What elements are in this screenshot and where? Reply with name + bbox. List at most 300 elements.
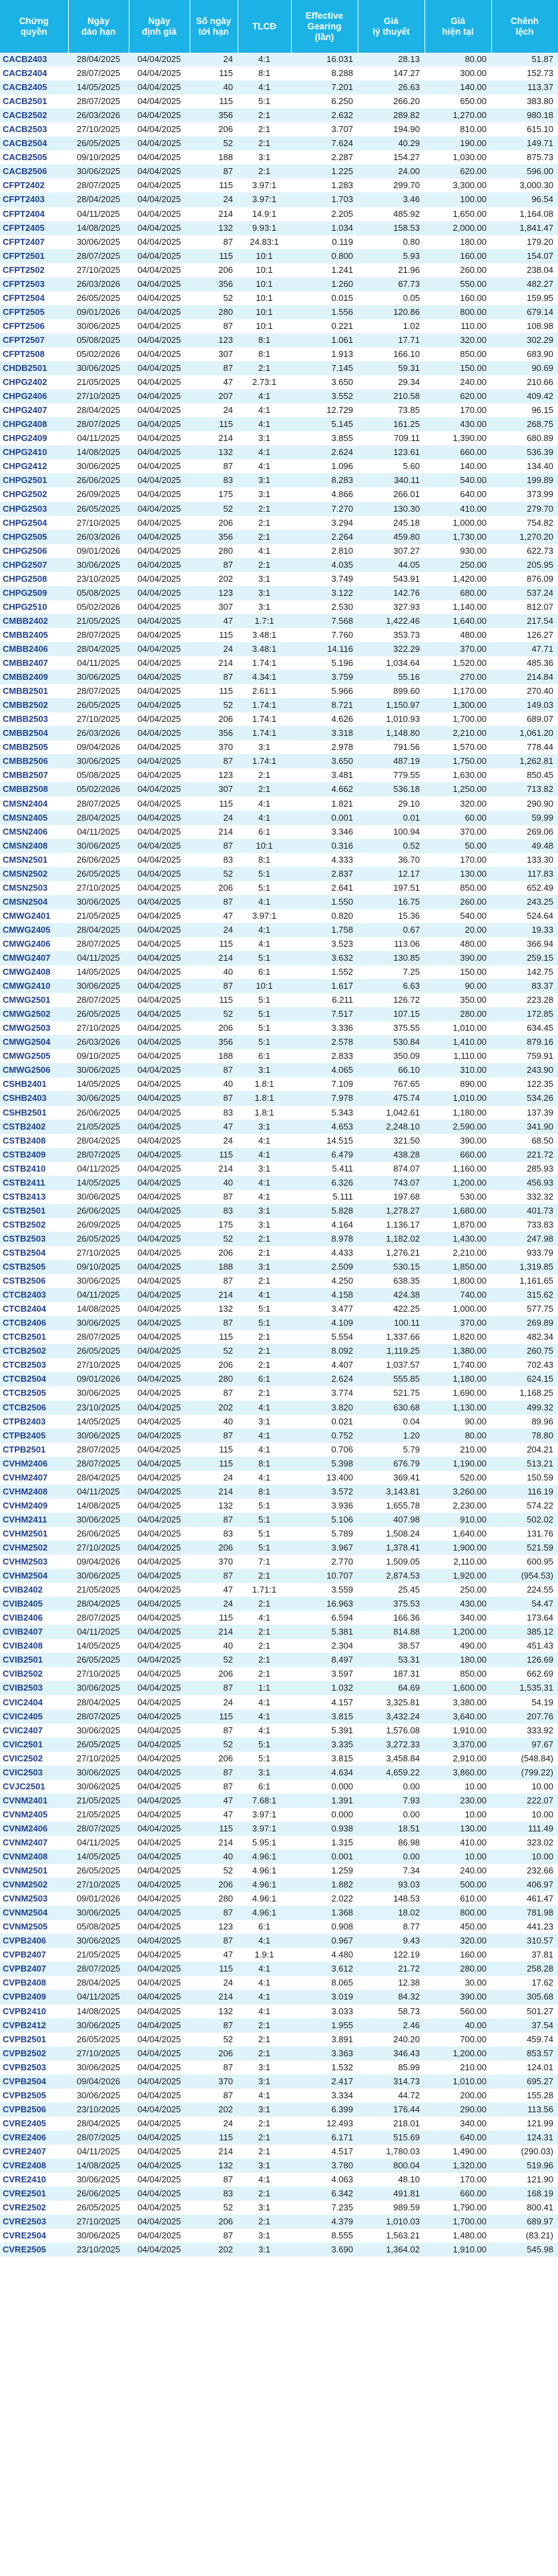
cell-conversion-ratio: 5:1 [238,1021,291,1035]
cell-maturity-date: 14/05/2025 [68,1176,129,1190]
cell-current-price: 170.00 [425,404,491,418]
cell-current-price: 10.00 [425,1807,491,1821]
cell-maturity-date: 04/11/2025 [68,1835,129,1849]
cell-current-price: 1,010.00 [425,1092,491,1106]
table-row [0,1232,558,1246]
cell-conversion-ratio: 4:1 [238,2173,291,2187]
cell-current-price: 3,380.00 [425,1695,491,1709]
table-row [0,2102,558,2116]
table-row [0,1527,558,1541]
cell-days-to-maturity: 87 [190,839,238,853]
table-row [0,516,558,530]
cell-effective-gearing: 1.225 [291,165,358,179]
cell-current-price: 530.00 [425,1190,491,1204]
cell-conversion-ratio: 14.9:1 [238,207,291,221]
cell-maturity-date: 23/10/2025 [68,2243,129,2257]
cell-conversion-ratio: 2:1 [238,530,291,544]
cell-days-to-maturity: 87 [190,1906,238,1920]
cell-days-to-maturity: 132 [190,446,238,460]
cell-maturity-date: 21/05/2025 [68,1807,129,1821]
cell-warrant-code: CMSN2408 [0,839,68,853]
cell-valuation-date: 04/04/2025 [129,1583,190,1597]
cell-valuation-date: 04/04/2025 [129,1078,190,1092]
cell-difference: 124.31 [491,2130,558,2144]
cell-current-price: 160.00 [425,291,491,305]
cell-maturity-date: 14/05/2025 [68,965,129,979]
cell-maturity-date: 30/06/2025 [68,362,129,376]
cell-maturity-date: 28/07/2025 [68,1148,129,1162]
cell-maturity-date: 26/06/2025 [68,474,129,488]
cell-theoretical-price: 874.07 [358,1162,425,1176]
cell-days-to-maturity: 47 [190,376,238,390]
cell-maturity-date: 26/09/2025 [68,1218,129,1232]
cell-valuation-date: 04/04/2025 [129,811,190,825]
cell-current-price: 1,640.00 [425,614,491,628]
cell-effective-gearing: 1.913 [291,347,358,361]
cell-current-price: 1,200.00 [425,1176,491,1190]
cell-difference: 96.15 [491,404,558,418]
cell-theoretical-price: 5.93 [358,249,425,263]
cell-maturity-date: 28/04/2025 [68,811,129,825]
cell-days-to-maturity: 52 [190,1007,238,1021]
cell-theoretical-price: 475.74 [358,1092,425,1106]
table-row [0,1850,558,1864]
cell-maturity-date: 05/02/2026 [68,347,129,361]
cell-conversion-ratio: 4:1 [238,1695,291,1709]
cell-effective-gearing: 0.000 [291,1779,358,1793]
cell-maturity-date: 27/10/2025 [68,713,129,727]
cell-days-to-maturity: 214 [190,657,238,671]
cell-conversion-ratio: 5:1 [238,1316,291,1330]
cell-days-to-maturity: 24 [190,923,238,937]
cell-maturity-date: 05/08/2025 [68,1920,129,1934]
cell-effective-gearing: 3.552 [291,390,358,404]
cell-warrant-code: CTCB2506 [0,1400,68,1414]
cell-valuation-date: 04/04/2025 [129,53,190,67]
cell-theoretical-price: 1,508.24 [358,1527,425,1541]
cell-days-to-maturity: 214 [190,1835,238,1849]
cell-difference: 113.56 [491,2102,558,2116]
cell-days-to-maturity: 206 [190,516,238,530]
cell-effective-gearing: 1.552 [291,965,358,979]
cell-warrant-code: CVPB2408 [0,1976,68,1990]
table-row [0,1625,558,1639]
cell-theoretical-price: 122.19 [358,1948,425,1962]
cell-maturity-date: 26/03/2026 [68,277,129,291]
cell-valuation-date: 04/04/2025 [129,1569,190,1583]
cell-theoretical-price: 407.98 [358,1513,425,1527]
table-row [0,1078,558,1092]
cell-effective-gearing: 6.479 [291,1148,358,1162]
cell-difference: 260.75 [491,1344,558,1358]
cell-days-to-maturity: 356 [190,727,238,741]
cell-effective-gearing: 0.800 [291,249,358,263]
cell-valuation-date: 04/04/2025 [129,1653,190,1667]
cell-days-to-maturity: 115 [190,2130,238,2144]
cell-conversion-ratio: 4:1 [238,460,291,474]
table-row [0,586,558,600]
cell-effective-gearing: 2.641 [291,881,358,895]
cell-difference: 441.23 [491,1920,558,1934]
cell-conversion-ratio: 5:1 [238,1498,291,1513]
cell-difference: 634.45 [491,1021,558,1035]
cell-theoretical-price: 0.00 [358,1807,425,1821]
cell-difference: 385.12 [491,1625,558,1639]
cell-days-to-maturity: 47 [190,614,238,628]
cell-current-price: 1,180.00 [425,1372,491,1386]
cell-valuation-date: 04/04/2025 [129,1484,190,1498]
cell-warrant-code: CVNM2502 [0,1878,68,1892]
cell-valuation-date: 04/04/2025 [129,671,190,685]
cell-warrant-code: CMSN2502 [0,867,68,881]
cell-theoretical-price: 210.58 [358,390,425,404]
cell-current-price: 40.00 [425,2018,491,2032]
cell-days-to-maturity: 52 [190,291,238,305]
table-row [0,207,558,221]
cell-theoretical-price: 21.96 [358,263,425,277]
cell-days-to-maturity: 52 [190,1737,238,1751]
cell-valuation-date: 04/04/2025 [129,1639,190,1653]
cell-theoretical-price: 3,458.84 [358,1751,425,1765]
table-row [0,1513,558,1527]
cell-days-to-maturity: 123 [190,769,238,783]
cell-current-price: 1,520.00 [425,657,491,671]
cell-valuation-date: 04/04/2025 [129,951,190,965]
cell-maturity-date: 30/06/2025 [68,460,129,474]
cell-difference: 68.50 [491,1134,558,1148]
cell-valuation-date: 04/04/2025 [129,277,190,291]
table-row [0,1653,558,1667]
cell-theoretical-price: 1,010.03 [358,2215,425,2229]
cell-current-price: 1,170.00 [425,685,491,699]
table-row [0,1148,558,1162]
cell-conversion-ratio: 8:1 [238,1456,291,1470]
cell-conversion-ratio: 8:1 [238,1484,291,1498]
cell-conversion-ratio: 3:1 [238,586,291,600]
cell-valuation-date: 04/04/2025 [129,2074,190,2088]
cell-warrant-code: CVRE2407 [0,2144,68,2158]
cell-conversion-ratio: 10:1 [238,305,291,319]
cell-effective-gearing: 1.034 [291,221,358,235]
cell-warrant-code: CFPT2502 [0,263,68,277]
cell-conversion-ratio: 1.8:1 [238,1092,291,1106]
cell-days-to-maturity: 115 [190,249,238,263]
cell-conversion-ratio: 8:1 [238,333,291,347]
cell-days-to-maturity: 206 [190,1878,238,1892]
cell-maturity-date: 28/04/2025 [68,193,129,207]
cell-days-to-maturity: 202 [190,572,238,586]
cell-warrant-code: CMBB2409 [0,671,68,685]
header-warrant-code: Chứng quyền [0,0,68,53]
cell-difference: 401.73 [491,1204,558,1218]
cell-theoretical-price: 1.20 [358,1428,425,1442]
cell-warrant-code: CTCB2501 [0,1330,68,1344]
cell-maturity-date: 26/05/2025 [68,1344,129,1358]
table-row [0,2201,558,2215]
cell-theoretical-price: 1,119.25 [358,1344,425,1358]
cell-valuation-date: 04/04/2025 [129,347,190,361]
cell-theoretical-price: 375.53 [358,1597,425,1611]
cell-theoretical-price: 0.00 [358,1779,425,1793]
cell-conversion-ratio: 1.74:1 [238,657,291,671]
cell-theoretical-price: 26.63 [358,81,425,95]
cell-difference: 456.93 [491,1176,558,1190]
cell-maturity-date: 30/06/2025 [68,2018,129,2032]
cell-maturity-date: 09/04/2026 [68,741,129,755]
cell-effective-gearing: 2.530 [291,600,358,614]
cell-current-price: 110.00 [425,319,491,333]
cell-maturity-date: 30/06/2025 [68,2088,129,2102]
cell-valuation-date: 04/04/2025 [129,1597,190,1611]
cell-days-to-maturity: 47 [190,1948,238,1962]
cell-current-price: 1,920.00 [425,1569,491,1583]
table-row [0,2173,558,2187]
cell-maturity-date: 04/11/2025 [68,432,129,446]
table-row [0,1892,558,1906]
cell-effective-gearing: 13.400 [291,1470,358,1484]
cell-warrant-code: CTPB2501 [0,1442,68,1456]
cell-conversion-ratio: 4:1 [238,1400,291,1414]
cell-effective-gearing: 6.171 [291,2130,358,2144]
cell-maturity-date: 27/10/2025 [68,1358,129,1372]
table-row [0,137,558,151]
cell-difference: 622.73 [491,544,558,558]
cell-effective-gearing: 3.650 [291,376,358,390]
cell-maturity-date: 21/05/2025 [68,1793,129,1807]
cell-effective-gearing: 8.288 [291,67,358,81]
cell-warrant-code: CFPT2508 [0,347,68,361]
cell-warrant-code: CHPG2409 [0,432,68,446]
cell-current-price: 2,910.00 [425,1751,491,1765]
cell-difference: 459.74 [491,2032,558,2046]
cell-valuation-date: 04/04/2025 [129,123,190,137]
cell-difference: 315.62 [491,1288,558,1302]
cell-days-to-maturity: 47 [190,1583,238,1597]
table-row [0,235,558,249]
cell-maturity-date: 14/08/2025 [68,2159,129,2173]
cell-warrant-code: CHPG2505 [0,530,68,544]
cell-valuation-date: 04/04/2025 [129,1190,190,1204]
cell-current-price: 850.00 [425,881,491,895]
cell-valuation-date: 04/04/2025 [129,1527,190,1541]
cell-current-price: 810.00 [425,123,491,137]
cell-warrant-code: CMSN2406 [0,825,68,839]
table-row [0,1821,558,1835]
cell-days-to-maturity: 87 [190,2018,238,2032]
cell-effective-gearing: 5.196 [291,657,358,671]
cell-theoretical-price: 40.29 [358,137,425,151]
cell-current-price: 30.00 [425,1976,491,1990]
cell-warrant-code: CFPT2505 [0,305,68,319]
cell-maturity-date: 04/11/2025 [68,2144,129,2158]
table-row [0,979,558,993]
cell-days-to-maturity: 123 [190,333,238,347]
table-row [0,572,558,586]
cell-maturity-date: 30/06/2025 [68,895,129,909]
table-row [0,1779,558,1793]
cell-days-to-maturity: 87 [190,460,238,474]
cell-effective-gearing: 2.810 [291,544,358,558]
cell-current-price: 10.00 [425,1850,491,1864]
cell-current-price: 130.00 [425,1821,491,1835]
cell-theoretical-price: 158.53 [358,221,425,235]
cell-maturity-date: 09/04/2026 [68,2074,129,2088]
cell-theoretical-price: 1,576.08 [358,1723,425,1737]
cell-conversion-ratio: 1.71:1 [238,1583,291,1597]
cell-warrant-code: CHPG2406 [0,390,68,404]
cell-days-to-maturity: 214 [190,951,238,965]
cell-conversion-ratio: 4:1 [238,544,291,558]
cell-current-price: 1,640.00 [425,1527,491,1541]
cell-current-price: 1,480.00 [425,2229,491,2243]
cell-effective-gearing: 4.158 [291,1288,358,1302]
cell-days-to-maturity: 40 [190,1414,238,1428]
cell-current-price: 660.00 [425,446,491,460]
cell-conversion-ratio: 2.61:1 [238,685,291,699]
cell-conversion-ratio: 4:1 [238,1428,291,1442]
table-row [0,277,558,291]
cell-difference: 217.54 [491,614,558,628]
cell-theoretical-price: 176.44 [358,2102,425,2116]
table-row [0,1723,558,1737]
cell-warrant-code: CHPG2506 [0,544,68,558]
table-row [0,333,558,347]
cell-difference: 238.04 [491,263,558,277]
cell-days-to-maturity: 115 [190,95,238,109]
cell-theoretical-price: 0.04 [358,1414,425,1428]
cell-effective-gearing: 3.559 [291,1583,358,1597]
cell-current-price: 680.00 [425,586,491,600]
cell-theoretical-price: 543.91 [358,572,425,586]
cell-current-price: 560.00 [425,2004,491,2018]
cell-days-to-maturity: 87 [190,755,238,769]
cell-warrant-code: CSHB2403 [0,1092,68,1106]
cell-warrant-code: CMWG2405 [0,923,68,937]
table-row [0,1484,558,1498]
cell-difference: 482.27 [491,277,558,291]
table-row [0,909,558,923]
cell-current-price: 1,630.00 [425,769,491,783]
table-row [0,1049,558,1063]
table-row [0,1611,558,1625]
table-row [0,1302,558,1316]
cell-effective-gearing: 1.260 [291,277,358,291]
cell-valuation-date: 04/04/2025 [129,1807,190,1821]
cell-effective-gearing: 16.963 [291,1597,358,1611]
cell-current-price: 1,600.00 [425,1681,491,1695]
cell-difference: 116.19 [491,1484,558,1498]
cell-maturity-date: 05/08/2025 [68,769,129,783]
cell-days-to-maturity: 356 [190,277,238,291]
cell-valuation-date: 04/04/2025 [129,2130,190,2144]
table-row [0,376,558,390]
cell-current-price: 2,110.00 [425,1555,491,1569]
cell-warrant-code: CMBB2508 [0,783,68,797]
cell-difference: 204.21 [491,1442,558,1456]
cell-theoretical-price: 12.17 [358,867,425,881]
cell-current-price: 80.00 [425,53,491,67]
cell-valuation-date: 04/04/2025 [129,2060,190,2074]
table-row [0,1835,558,1849]
cell-conversion-ratio: 10:1 [238,277,291,291]
cell-days-to-maturity: 280 [190,1892,238,1906]
cell-effective-gearing: 4.517 [291,2144,358,2158]
cell-current-price: 10.00 [425,1779,491,1793]
cell-valuation-date: 04/04/2025 [129,2018,190,2032]
cell-current-price: 260.00 [425,263,491,277]
cell-theoretical-price: 299.70 [358,179,425,193]
cell-effective-gearing: 0.001 [291,1850,358,1864]
cell-difference: 89.96 [491,1414,558,1428]
cell-conversion-ratio: 4:1 [238,797,291,811]
cell-theoretical-price: 1,148.80 [358,727,425,741]
cell-current-price: 150.00 [425,965,491,979]
cell-effective-gearing: 3.294 [291,516,358,530]
cell-current-price: 490.00 [425,1639,491,1653]
cell-valuation-date: 04/04/2025 [129,1864,190,1878]
cell-maturity-date: 14/08/2025 [68,221,129,235]
cell-current-price: 430.00 [425,418,491,432]
cell-difference: 121.99 [491,2116,558,2130]
cell-days-to-maturity: 52 [190,1344,238,1358]
table-row [0,1120,558,1134]
cell-maturity-date: 14/05/2025 [68,1850,129,1864]
cell-current-price: 370.00 [425,1316,491,1330]
cell-maturity-date: 14/05/2025 [68,1078,129,1092]
cell-days-to-maturity: 115 [190,797,238,811]
cell-conversion-ratio: 4:1 [238,1709,291,1723]
table-row [0,1456,558,1470]
cell-effective-gearing: 7.624 [291,137,358,151]
cell-maturity-date: 14/05/2025 [68,1414,129,1428]
cell-conversion-ratio: 2:1 [238,1344,291,1358]
cell-effective-gearing: 8.721 [291,699,358,713]
table-row [0,1021,558,1035]
cell-current-price: 3,640.00 [425,1709,491,1723]
cell-maturity-date: 28/07/2025 [68,685,129,699]
cell-effective-gearing: 3.019 [291,1990,358,2004]
cell-conversion-ratio: 4:1 [238,1148,291,1162]
cell-days-to-maturity: 370 [190,741,238,755]
cell-conversion-ratio: 2:1 [238,109,291,123]
cell-effective-gearing: 4.662 [291,783,358,797]
cell-maturity-date: 28/04/2025 [68,404,129,418]
cell-theoretical-price: 12.38 [358,1976,425,1990]
cell-conversion-ratio: 10:1 [238,291,291,305]
table-row [0,2046,558,2060]
cell-valuation-date: 04/04/2025 [129,1035,190,1049]
cell-current-price: 850.00 [425,347,491,361]
cell-days-to-maturity: 115 [190,67,238,81]
cell-difference: 134.40 [491,460,558,474]
cell-warrant-code: CFPT2507 [0,333,68,347]
cell-theoretical-price: 1,010.93 [358,713,425,727]
cell-warrant-code: CMBB2507 [0,769,68,783]
cell-effective-gearing: 8.555 [291,2229,358,2243]
cell-warrant-code: CVPB2505 [0,2088,68,2102]
cell-conversion-ratio: 5:1 [238,951,291,965]
cell-theoretical-price: 3,272.33 [358,1737,425,1751]
cell-difference: 124.01 [491,2060,558,2074]
cell-effective-gearing: 1.532 [291,2060,358,2074]
table-row [0,1007,558,1021]
cell-effective-gearing: 2.417 [291,2074,358,2088]
cell-warrant-code: CTPB2405 [0,1428,68,1442]
cell-maturity-date: 26/06/2025 [68,853,129,867]
cell-warrant-code: CSTB2503 [0,1232,68,1246]
cell-valuation-date: 04/04/2025 [129,1372,190,1386]
table-row [0,390,558,404]
